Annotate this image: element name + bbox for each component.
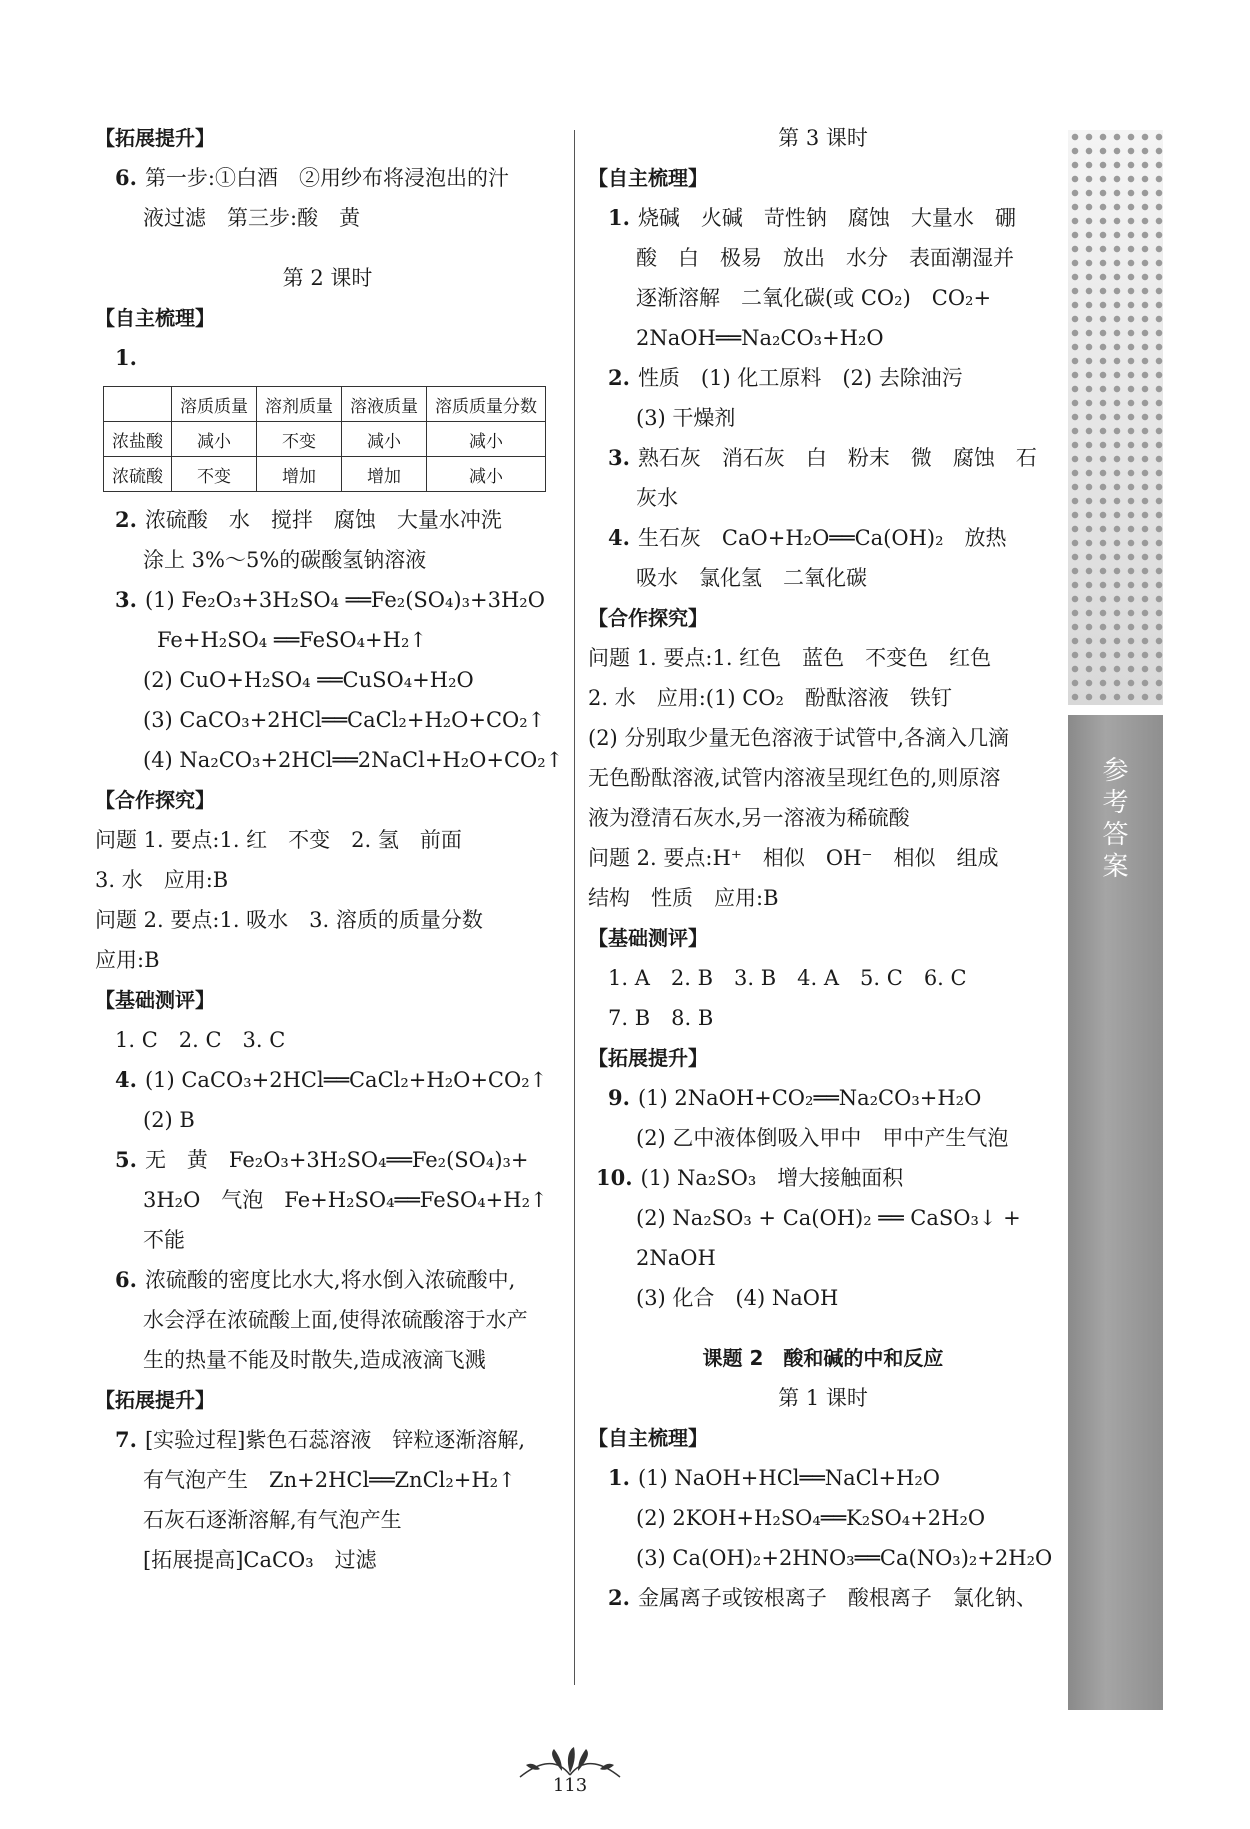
answer-line: (2) CuO+H₂SO₄ ══CuSO₄+H₂O bbox=[143, 668, 474, 692]
answer-line: [拓展提高]CaCO₃ 过滤 bbox=[143, 1548, 377, 1572]
concentration-table bbox=[103, 386, 546, 492]
answer-item: 5. 无 黄 Fe₂O₃+3H₂SO₄══Fe₂(SO₄)₃+ bbox=[115, 1147, 529, 1172]
answer-line: 问题 2. 要点:H⁺ 相似 OH⁻ 相似 组成 bbox=[588, 846, 999, 870]
answer-line: (3) 化合 (4) NaOH bbox=[636, 1286, 839, 1310]
answer-line: 7. B 8. B bbox=[608, 1006, 714, 1030]
section-header: 【自主梳理】 bbox=[588, 1426, 708, 1450]
lesson-title: 第 1 课时 bbox=[778, 1386, 868, 1410]
answer-line: (2) Na₂SO₃ + Ca(OH)₂ ══ CaSO₃↓ + bbox=[636, 1206, 1021, 1230]
answer-line: 问题 1. 要点:1. 红色 蓝色 不变色 红色 bbox=[588, 646, 992, 670]
answer-line: 酸 白 极易 放出 水分 表面潮湿并 bbox=[636, 246, 1014, 270]
answer-item: 7. [实验过程]紫色石蕊溶液 锌粒逐渐溶解, bbox=[115, 1427, 525, 1452]
answer-line: 逐渐溶解 二氧化碳(或 CO₂) CO₂+ bbox=[636, 286, 992, 310]
answer-line: 应用:B bbox=[95, 948, 160, 972]
table-cell: 减小 bbox=[427, 457, 546, 492]
answer-line: (2) 2KOH+H₂SO₄══K₂SO₄+2H₂O bbox=[636, 1506, 986, 1530]
table-row bbox=[104, 457, 546, 492]
answer-item: 6. 浓硫酸的密度比水大,将水倒入浓硫酸中, bbox=[115, 1267, 516, 1292]
section-header: 【拓展提升】 bbox=[95, 1388, 215, 1412]
table-cell: 减小 bbox=[342, 422, 427, 457]
table-cell: 减小 bbox=[172, 422, 257, 457]
table-cell bbox=[104, 387, 172, 422]
answer-item: 2. 浓硫酸 水 搅拌 腐蚀 大量水冲洗 bbox=[115, 507, 502, 532]
answer-line: (3) Ca(OH)₂+2HNO₃══Ca(NO₃)₂+2H₂O bbox=[636, 1546, 1053, 1570]
answer-item: 2. 金属离子或铵根离子 酸根离子 氯化钠、 bbox=[608, 1585, 1037, 1610]
left-column bbox=[95, 118, 564, 1580]
table-cell: 溶剂质量 bbox=[257, 387, 342, 422]
answer-line: 3H₂O 气泡 Fe+H₂SO₄══FeSO₄+H₂↑ bbox=[143, 1188, 548, 1212]
answer-item: 1. 烧碱 火碱 苛性钠 腐蚀 大量水 硼 bbox=[608, 205, 1016, 230]
page-number: 113 bbox=[552, 1775, 588, 1796]
answer-line: (2) 乙中液体倒吸入甲中 甲中产生气泡 bbox=[636, 1126, 1009, 1150]
answer-line: 涂上 3%～5%的碳酸氢钠溶液 bbox=[143, 548, 427, 572]
answer-line: 吸水 氯化氢 二氧化碳 bbox=[636, 566, 867, 590]
answer-line: 1. A 2. B 3. B 4. A 5. C 6. C bbox=[608, 966, 967, 990]
lesson-title: 第 3 课时 bbox=[778, 126, 868, 150]
table-cell: 不变 bbox=[172, 457, 257, 492]
answer-item: 3. 熟石灰 消石灰 白 粉末 微 腐蚀 石 bbox=[608, 445, 1037, 470]
answer-line: 水会浮在浓硫酸上面,使得浓硫酸溶于水产 bbox=[143, 1308, 528, 1332]
answer-line: 无色酚酞溶液,试管内溶液呈现红色的,则原溶 bbox=[588, 766, 1001, 790]
answer-item: 10. (1) Na₂SO₃ 增大接触面积 bbox=[596, 1165, 904, 1190]
answer-item: 1. bbox=[115, 345, 137, 370]
answer-line: 不能 bbox=[143, 1228, 185, 1252]
section-header: 【拓展提升】 bbox=[95, 126, 215, 150]
section-header: 【基础测评】 bbox=[588, 926, 708, 950]
lesson-title: 第 2 课时 bbox=[282, 266, 373, 290]
answer-line: 2NaOH══Na₂CO₃+H₂O bbox=[636, 326, 884, 350]
answer-line: 灰水 bbox=[636, 486, 678, 510]
answer-item: 2. 性质 (1) 化工原料 (2) 去除油污 bbox=[608, 365, 963, 390]
table-cell: 减小 bbox=[427, 422, 546, 457]
answer-item: 4. 生石灰 CaO+H₂O══Ca(OH)₂ 放热 bbox=[608, 525, 1007, 550]
answer-line: (3) CaCO₃+2HCl══CaCl₂+H₂O+CO₂↑ bbox=[143, 708, 546, 732]
answer-line: Fe+H₂SO₄ ══FeSO₄+H₂↑ bbox=[157, 628, 427, 652]
answer-line: 有气泡产生 Zn+2HCl══ZnCl₂+H₂↑ bbox=[143, 1468, 516, 1492]
table-cell: 增加 bbox=[257, 457, 342, 492]
answer-line: 2NaOH bbox=[636, 1246, 716, 1270]
answer-line: 3. 水 应用:B bbox=[95, 868, 229, 892]
sidebar-pattern bbox=[1068, 130, 1163, 705]
answer-line: 结构 性质 应用:B bbox=[588, 886, 779, 910]
answer-item: 9. (1) 2NaOH+CO₂══Na₂CO₃+H₂O bbox=[608, 1085, 982, 1110]
answer-line: 2. 水 应用:(1) CO₂ 酚酞溶液 铁钉 bbox=[588, 686, 952, 710]
section-header: 【拓展提升】 bbox=[588, 1046, 708, 1070]
answer-line: 问题 1. 要点:1. 红 不变 2. 氢 前面 bbox=[95, 828, 462, 852]
section-header: 【合作探究】 bbox=[95, 788, 215, 812]
answer-line: 液过滤 第三步:酸 黄 bbox=[143, 206, 361, 230]
answer-line: 生的热量不能及时散失,造成液滴飞溅 bbox=[143, 1348, 486, 1372]
answer-line: (2) B bbox=[143, 1108, 195, 1132]
table-cell: 溶质质量分数 bbox=[427, 387, 546, 422]
answer-line: 液为澄清石灰水,另一溶液为稀硫酸 bbox=[588, 806, 910, 830]
table-row bbox=[104, 422, 546, 457]
section-header: 【自主梳理】 bbox=[95, 306, 215, 330]
section-header: 【合作探究】 bbox=[588, 606, 708, 630]
answer-line: 石灰石逐渐溶解,有气泡产生 bbox=[143, 1508, 402, 1532]
answer-item: 6. 第一步:①白酒 ②用纱布将浸泡出的汁 bbox=[115, 165, 510, 190]
answer-line: 问题 2. 要点:1. 吸水 3. 溶质的质量分数 bbox=[95, 908, 483, 932]
answer-line: (4) Na₂CO₃+2HCl══2NaCl+H₂O+CO₂↑ bbox=[143, 748, 564, 772]
answer-item: 3. (1) Fe₂O₃+3H₂SO₄ ══Fe₂(SO₄)₃+3H₂O bbox=[115, 587, 545, 612]
answer-item: 4. (1) CaCO₃+2HCl══CaCl₂+H₂O+CO₂↑ bbox=[115, 1067, 548, 1092]
table-cell: 溶液质量 bbox=[342, 387, 427, 422]
answer-line: (3) 干燥剂 bbox=[636, 406, 736, 430]
answer-item: 1. (1) NaOH+HCl══NaCl+H₂O bbox=[608, 1465, 940, 1490]
right-column bbox=[588, 118, 1058, 1618]
topic-title: 课题 2 酸和碱的中和反应 bbox=[702, 1346, 944, 1370]
table-cell: 浓硫酸 bbox=[104, 457, 172, 492]
table-cell: 增加 bbox=[342, 457, 427, 492]
table-cell: 浓盐酸 bbox=[104, 422, 172, 457]
column-divider bbox=[574, 130, 575, 1685]
answer-key-sidebar bbox=[1068, 130, 1163, 1710]
table-header-row bbox=[104, 387, 546, 422]
sidebar-label: 参考答案 bbox=[1102, 756, 1129, 882]
section-header: 【自主梳理】 bbox=[588, 166, 708, 190]
table-cell: 溶质质量 bbox=[172, 387, 257, 422]
answer-line: (2) 分别取少量无色溶液于试管中,各滴入几滴 bbox=[588, 726, 1010, 750]
section-header: 【基础测评】 bbox=[95, 988, 215, 1012]
table-cell: 不变 bbox=[257, 422, 342, 457]
answer-line: 1. C 2. C 3. C bbox=[115, 1028, 286, 1052]
